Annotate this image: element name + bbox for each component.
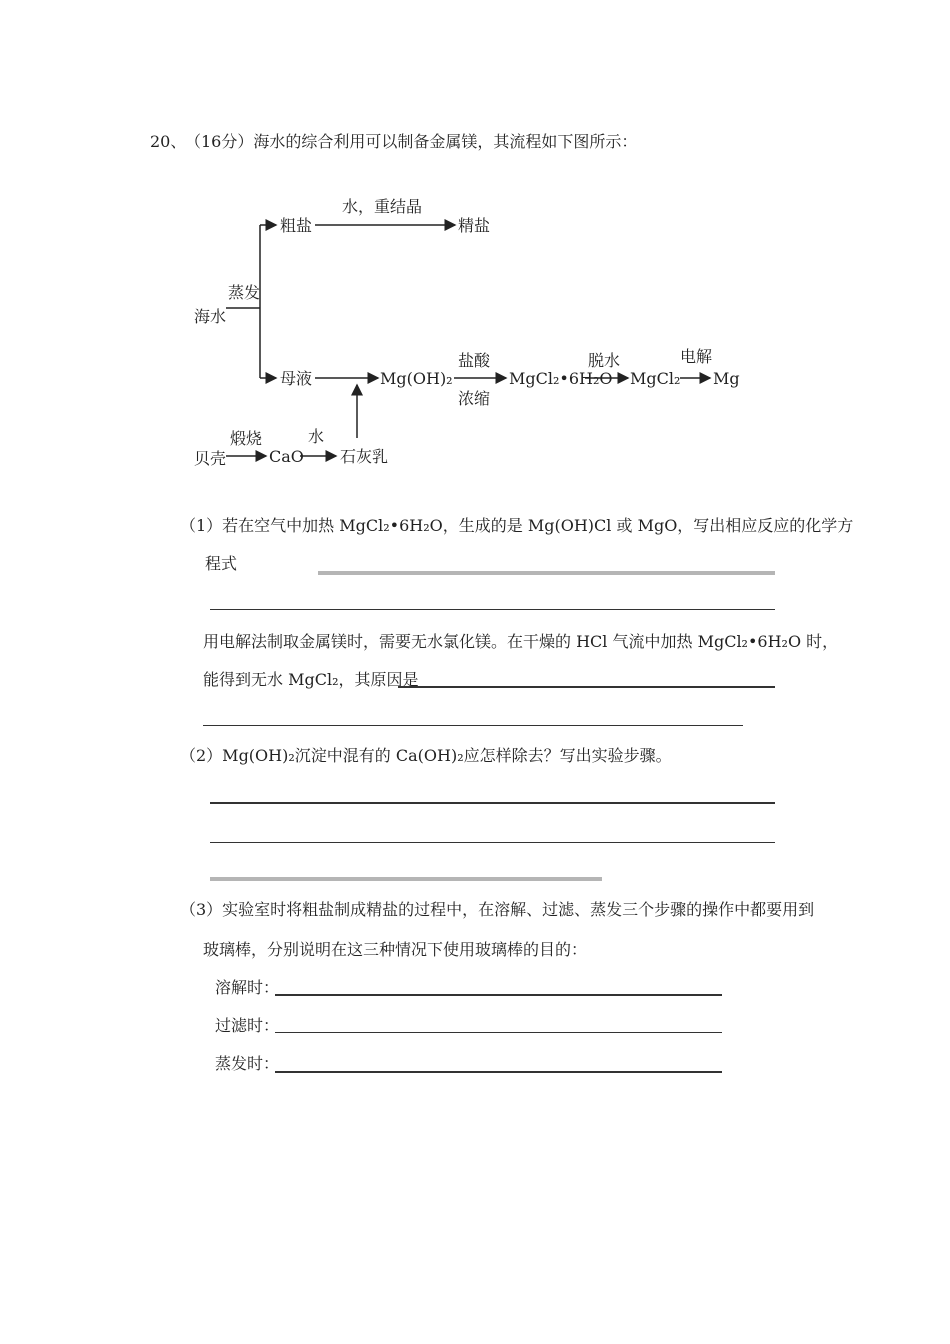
label-mgcl2-6h2o: MgCl₂•6H₂O	[509, 369, 613, 388]
q3-evaporate-label: 蒸发时：	[215, 1054, 280, 1073]
flow-diagram	[180, 180, 760, 480]
label-concentrate: 浓缩	[458, 389, 491, 408]
label-mgcl2: MgCl₂	[630, 369, 681, 388]
label-water: 水	[308, 427, 325, 446]
label-mgoh2: Mg(OH)₂	[380, 369, 453, 388]
label-lime-milk: 石灰乳	[340, 447, 389, 466]
q3-line1: （3）实验室时将粗盐制成精盐的过程中，在溶解、过滤、蒸发三个步骤的操作中都要用到	[180, 900, 815, 919]
q1-line2: 程式	[205, 554, 238, 573]
label-evaporate: 蒸发	[228, 283, 261, 302]
label-shell: 贝壳	[194, 449, 227, 468]
label-fine-salt: 精盐	[458, 216, 491, 235]
label-electrolysis: 电解	[680, 347, 713, 366]
q1-answer-line-3[interactable]	[398, 686, 775, 688]
q2-answer-line-2[interactable]	[210, 842, 775, 843]
q1-line4: 能得到无水 MgCl₂，其原因是	[203, 670, 419, 689]
label-calcine: 煅烧	[230, 429, 263, 448]
label-hcl: 盐酸	[458, 351, 491, 370]
label-mg: Mg	[713, 369, 740, 388]
q3-evaporate-answer-line[interactable]	[275, 1071, 722, 1073]
question-intro: （16分）海水的综合利用可以制备金属镁，其流程如下图所示：	[185, 132, 638, 151]
q1-answer-line-4[interactable]	[203, 725, 743, 726]
label-crude-salt: 粗盐	[280, 216, 313, 235]
label-dehydrate: 脱水	[588, 351, 621, 370]
label-cao: CaO	[269, 447, 304, 466]
q2-answer-line-3[interactable]	[210, 877, 602, 881]
label-water-recrystallize: 水，重结晶	[342, 197, 423, 216]
q3-filter-label: 过滤时：	[215, 1016, 280, 1035]
q1-answer-line-2[interactable]	[210, 609, 775, 610]
q3-filter-answer-line[interactable]	[275, 1032, 722, 1033]
q3-dissolve-label: 溶解时：	[215, 978, 280, 997]
q2-answer-line-1[interactable]	[210, 802, 775, 804]
q3-line2: 玻璃棒，分别说明在这三种情况下使用玻璃棒的目的：	[203, 940, 588, 959]
q1-line1: （1）若在空气中加热 MgCl₂•6H₂O，生成的是 Mg(OH)Cl 或 MgO，写出相应反应的化学方	[180, 516, 854, 535]
q3-dissolve-answer-line[interactable]	[275, 994, 722, 996]
q2-line1: （2）Mg(OH)₂沉淀中混有的 Ca(OH)₂应怎样除去？写出实验步骤。	[180, 746, 672, 765]
label-mother-liquor: 母液	[280, 369, 313, 388]
q1-answer-line-1[interactable]	[318, 571, 775, 575]
question-number: 20、	[150, 132, 187, 151]
q1-line3: 用电解法制取金属镁时，需要无水氯化镁。在干燥的 HCl 气流中加热 MgCl₂•6H₂O 时，	[203, 632, 839, 651]
label-seawater: 海水	[194, 307, 227, 326]
